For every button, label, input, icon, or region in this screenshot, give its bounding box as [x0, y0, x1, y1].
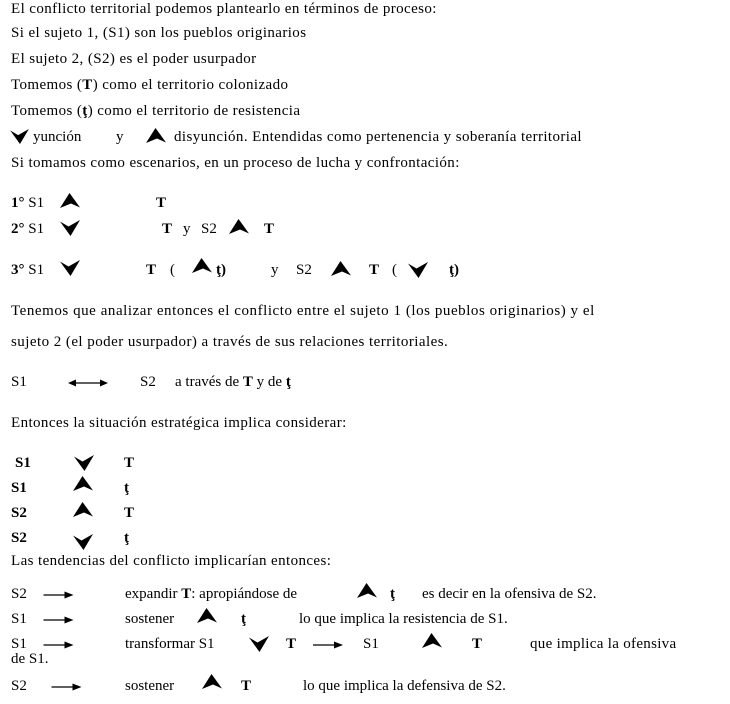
tendency-1-disyuncion-symbol [357, 583, 377, 599]
scenario-3-label: 3° S1 [11, 262, 45, 278]
scenario-3-territory-2: T [369, 262, 380, 278]
scenario-1-territory: T [156, 195, 167, 211]
tendency-1-tail: es decir en la ofensiva de S2. [422, 586, 597, 602]
scenario-3-open-paren-2: ( [392, 262, 397, 278]
tendency-4-tail: lo que implica la defensiva de S2. [303, 678, 506, 694]
yuncion-symbol [10, 129, 29, 144]
tendency-3-tail: que implica la ofensiva [530, 636, 677, 652]
tendency-3-text: transformar S1 [125, 636, 215, 652]
tendency-2-resistance: ţ [241, 611, 246, 627]
scenario-3-subject: S2 [296, 262, 312, 278]
intro-line-3: El sujeto 2, (S2) es el poder usurpador [11, 51, 257, 67]
tendency-3-subject-2: S1 [363, 636, 379, 652]
intro-line-7: Si tomamos como escenarios, en un proceso de lucha y confrontación: [11, 155, 460, 171]
strategic-row-4-subject: S2 [11, 530, 27, 546]
intro-line-4: Tomemos (T) como el territorio colonizado [11, 77, 289, 93]
scenario-3-open-paren: ( [170, 262, 175, 278]
strategic-row-3-disyuncion-symbol [72, 502, 94, 518]
analysis-paragraph-1: Tenemos que analizar entonces el conflicto entre el sujeto 1 (los pueblos originarios) y el [11, 303, 595, 319]
tendency-4-subject: S2 [11, 678, 27, 694]
tendency-4-territory: T [241, 678, 252, 694]
strategic-row-1-yuncion-symbol [73, 455, 95, 471]
tendency-4-verb: sostener [125, 678, 175, 694]
strategic-heading: Entonces la situación estratégica implica considerar: [11, 415, 347, 431]
scenario-3-disyuncion-symbol-2 [331, 261, 351, 277]
tendency-3-disyuncion-symbol [422, 633, 442, 649]
relation-text: a través de T y de ţ [175, 374, 291, 390]
intro-line-2: Si el sujeto 1, (S1) son los pueblos originarios [11, 25, 307, 41]
tendency-3-tail-2: de S1. [11, 651, 49, 667]
scenario-2-territory: T [162, 221, 173, 237]
scenario-2-label: 2° S1 [11, 221, 45, 237]
relation-s2: S2 [140, 374, 156, 390]
tendencies-heading: Las tendencias del conflicto implicarían entonces: [11, 553, 332, 569]
tendency-3-territory-2: T [472, 636, 483, 652]
tendency-1-subject: S2 [11, 586, 27, 602]
scenario-2-subject: S2 [201, 221, 217, 237]
scenario-3-territory: T [146, 262, 157, 278]
scenario-3-yuncion-symbol-2 [408, 262, 428, 278]
yuncion-label: yunción [33, 129, 82, 145]
scenario-3-resistance-2: ţ) [449, 262, 459, 278]
strategic-row-4-resistance: ţ [124, 530, 129, 546]
strategic-row-2-resistance: ţ [124, 480, 129, 496]
tendency-1-resistance: ţ [390, 586, 395, 602]
tendency-2-disyuncion-symbol [197, 608, 217, 624]
tendency-3-arrow-icon-2 [312, 641, 344, 649]
tendency-1-text: expandir T: apropiándose de [125, 586, 298, 602]
strategic-row-3-territory: T [124, 505, 135, 521]
scenario-2-disyuncion-symbol [229, 219, 249, 235]
relation-s1: S1 [11, 374, 27, 390]
scenario-2-conjunction: y [183, 221, 191, 237]
scenario-1-disyuncion-symbol [60, 193, 80, 209]
strategic-row-3-subject: S2 [11, 505, 27, 521]
tendency-3-territory: T [286, 636, 297, 652]
strategic-row-1-territory: T [124, 455, 135, 471]
tendency-4-arrow-icon [48, 683, 85, 691]
tendency-1-arrow-icon [40, 591, 77, 599]
tendency-2-arrow-icon [40, 616, 77, 624]
scenario-2-territory-2: T [264, 221, 275, 237]
strategic-row-4-yuncion-symbol [72, 534, 94, 550]
strategic-row-2-subject: S1 [11, 480, 27, 496]
disyuncion-label: disyunción. Entendidas como pertenencia y soberanía territorial [174, 129, 582, 145]
tendency-3-arrow-icon [40, 641, 77, 649]
scenario-3-disyuncion-symbol [192, 258, 212, 274]
tendency-2-subject: S1 [11, 611, 27, 627]
double-arrow-icon [68, 379, 108, 387]
tendency-2-tail: lo que implica la resistencia de S1. [299, 611, 508, 627]
intro-line-5: Tomemos (ţ) como el territorio de resistencia [11, 103, 301, 119]
scenario-2-yuncion-symbol [60, 220, 80, 236]
strategic-row-2-disyuncion-symbol [72, 476, 94, 492]
tendency-4-disyuncion-symbol [202, 674, 222, 690]
disyuncion-symbol [146, 128, 166, 144]
scenario-3-resistance: ţ) [216, 262, 226, 278]
tendency-3-subject: S1 [11, 636, 27, 652]
conjunction-y: y [116, 129, 124, 145]
tendency-3-yuncion-symbol [249, 636, 269, 652]
scenario-3-conjunction: y [271, 262, 279, 278]
scenario-3-yuncion-symbol [60, 260, 80, 276]
strategic-row-1-subject: S1 [15, 455, 31, 471]
intro-line-1: El conflicto territorial podemos plantearlo en términos de proceso: [11, 1, 437, 17]
tendency-2-verb: sostener [125, 611, 175, 627]
analysis-paragraph-2: sujeto 2 (el poder usurpador) a través de sus relaciones territoriales. [11, 334, 449, 350]
scenario-1-label: 1° S1 [11, 195, 45, 211]
